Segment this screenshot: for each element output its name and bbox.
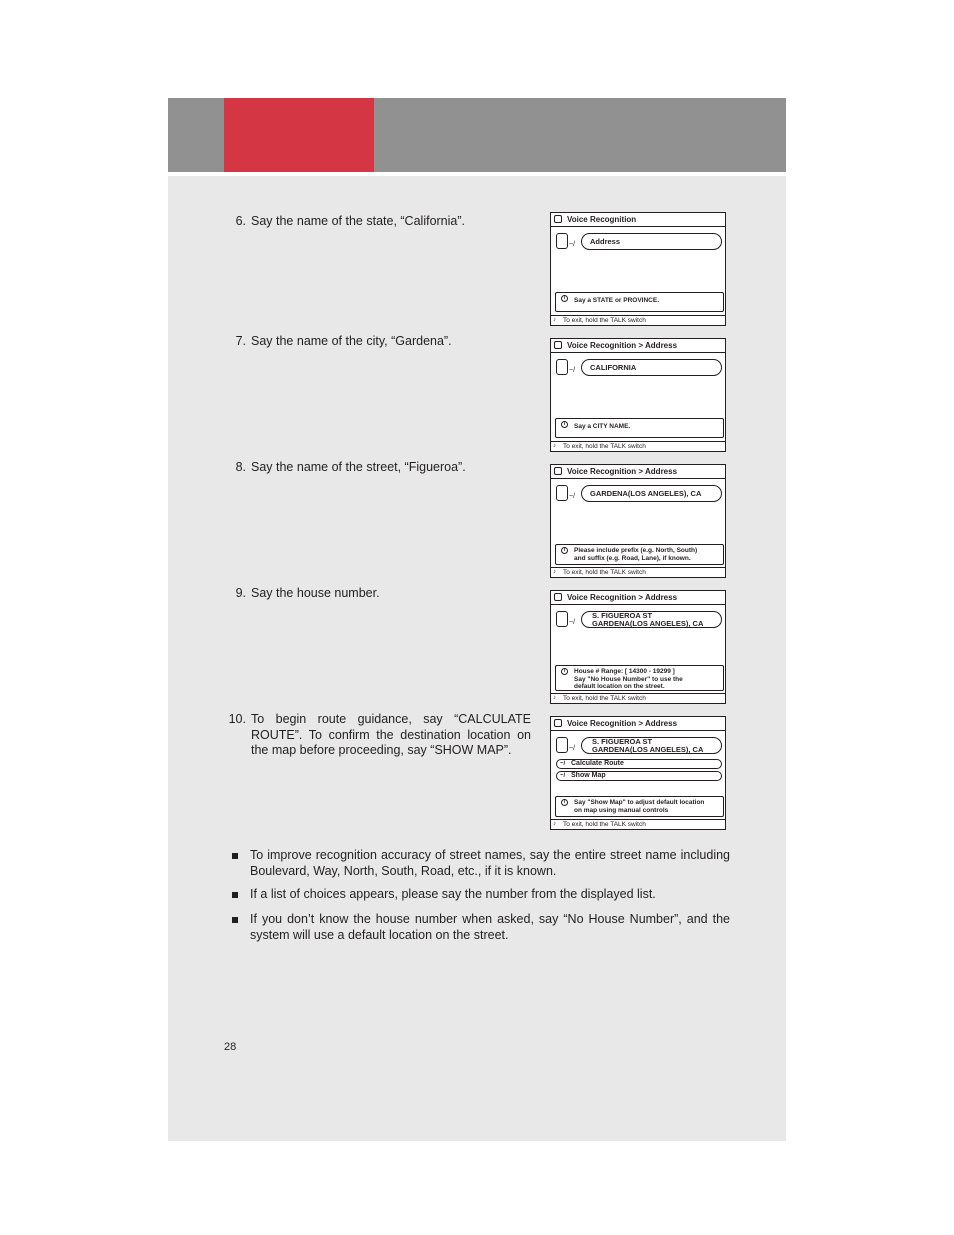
bullet-square-icon <box>232 853 238 859</box>
step-number: 9. <box>235 586 246 600</box>
microphone-icon <box>556 611 568 627</box>
screen-title-bar <box>551 339 725 353</box>
talk-switch-icon: ♪ <box>553 695 556 701</box>
step-number: 7. <box>235 334 246 348</box>
info-line: Say "Show Map" to adjust default location <box>574 799 705 806</box>
info-icon: i <box>561 295 568 302</box>
tip-text: To improve recognition accuracy of street names, say the entire street name including Boulevard, Way, North, South, Road, etc., if it is known. <box>250 848 730 878</box>
info-line: default location on the street. <box>574 683 665 690</box>
voice-command-icon: ~/ <box>560 761 566 767</box>
recognized-entry <box>581 611 722 628</box>
bullet-square-icon <box>232 917 238 923</box>
info-prompt <box>555 665 724 691</box>
entry-line: GARDENA(LOS ANGELES), CA <box>592 744 704 754</box>
entry-line: GARDENA(LOS ANGELES), CA <box>592 618 704 628</box>
screen-title: Voice Recognition > Address <box>567 719 678 728</box>
info-line: Say a CITY NAME. <box>574 423 631 430</box>
footer-text: To exit, hold the TALK switch <box>563 821 646 828</box>
voice-screen-street <box>550 464 726 578</box>
footer-text: To exit, hold the TALK switch <box>563 695 646 702</box>
info-icon: i <box>561 799 568 806</box>
screen-footer <box>551 567 725 577</box>
section-tab <box>224 98 374 172</box>
info-prompt <box>555 544 724 565</box>
info-prompt <box>555 292 724 312</box>
recognized-entry <box>581 359 722 376</box>
microphone-icon <box>556 737 568 753</box>
step-number: 8. <box>235 460 246 474</box>
screen-title-bar <box>551 717 725 731</box>
sound-wave-icon: ~/ <box>569 493 576 500</box>
tip-text: If a list of choices appears, please say the number from the displayed list. <box>250 887 656 901</box>
voice-screen-state <box>550 212 726 326</box>
step-text: Say the name of the city, “Gardena”. <box>251 334 452 348</box>
option-calculate-route[interactable] <box>556 759 722 769</box>
footer-text: To exit, hold the TALK switch <box>563 317 646 324</box>
page-number: 28 <box>224 1041 237 1053</box>
screen-footer <box>551 693 725 703</box>
screen-footer <box>551 441 725 451</box>
bullet-square-icon <box>232 892 238 898</box>
header-divider <box>168 172 786 176</box>
voice-recognition-icon <box>554 719 562 727</box>
voice-recognition-icon <box>554 593 562 601</box>
step-text: Say the name of the street, “Figueroa”. <box>251 460 466 474</box>
talk-switch-icon: ♪ <box>553 443 556 449</box>
entry-line: CALIFORNIA <box>590 363 637 372</box>
entry-line: S. FIGUEROA ST <box>592 611 653 620</box>
voice-recognition-icon <box>554 341 562 349</box>
screen-title-bar <box>551 591 725 605</box>
voice-recognition-icon <box>554 467 562 475</box>
screen-title: Voice Recognition > Address <box>567 593 678 602</box>
info-line: Say "No House Number" to use the <box>574 675 683 683</box>
step-text: Say the name of the state, “California”. <box>251 214 465 228</box>
step-text: Say the house number. <box>251 586 380 600</box>
sound-wave-icon: ~/ <box>569 241 576 248</box>
talk-switch-icon: ♪ <box>553 317 556 323</box>
entry-line: GARDENA(LOS ANGELES), CA <box>590 489 702 498</box>
info-line: on map using manual controls <box>574 806 669 814</box>
info-icon: i <box>561 547 568 554</box>
recognized-entry <box>581 485 722 502</box>
option-label: Calculate Route <box>571 760 624 767</box>
sound-wave-icon: ~/ <box>569 619 576 626</box>
talk-switch-icon: ♪ <box>553 821 556 827</box>
screen-title-bar <box>551 213 725 227</box>
microphone-icon <box>556 359 568 375</box>
voice-screen-route <box>550 716 726 830</box>
footer-text: To exit, hold the TALK switch <box>563 569 646 576</box>
manual-page <box>168 98 786 1141</box>
sound-wave-icon: ~/ <box>569 745 576 752</box>
entry-line: Address <box>590 237 621 246</box>
step-number: 10. <box>228 712 246 726</box>
info-line: and suffix (e.g. Road, Lane), if known. <box>574 554 691 562</box>
entry-line: S. FIGUEROA ST <box>592 737 653 746</box>
recognized-entry <box>581 737 722 754</box>
info-prompt <box>555 418 724 438</box>
step-number: 6. <box>235 214 246 228</box>
tip-text: If you don’t know the house number when asked, say “No House Number”, and the system will use a default location on the street. <box>250 912 730 942</box>
sound-wave-icon: ~/ <box>569 367 576 374</box>
microphone-icon <box>556 485 568 501</box>
screen-title: Voice Recognition > Address <box>567 341 678 350</box>
microphone-icon <box>556 233 568 249</box>
talk-switch-icon: ♪ <box>553 569 556 575</box>
voice-command-icon: ~/ <box>560 773 566 779</box>
option-label: Show Map <box>571 772 606 779</box>
screen-title: Voice Recognition <box>567 215 637 224</box>
info-line: Please include prefix (e.g. North, South) <box>574 547 698 554</box>
info-line: House # Range: [ 14300 - 19299 ] <box>574 668 675 675</box>
info-icon: i <box>561 668 568 675</box>
screen-footer <box>551 315 725 325</box>
voice-screen-city <box>550 338 726 452</box>
option-show-map[interactable] <box>556 771 722 781</box>
info-line: Say a STATE or PROVINCE. <box>574 297 660 304</box>
screen-footer <box>551 819 725 829</box>
step-text: To begin route guidance, say “CALCULATE ROUTE”. To confirm the destination location on the map before proceeding, say “SHOW MAP”. <box>251 712 531 757</box>
voice-recognition-icon <box>554 215 562 223</box>
footer-text: To exit, hold the TALK switch <box>563 443 646 450</box>
screen-title: Voice Recognition > Address <box>567 467 678 476</box>
voice-screen-house-number <box>550 590 726 704</box>
info-prompt <box>555 796 724 817</box>
info-icon: i <box>561 421 568 428</box>
recognized-entry <box>581 233 722 250</box>
screen-title-bar <box>551 465 725 479</box>
